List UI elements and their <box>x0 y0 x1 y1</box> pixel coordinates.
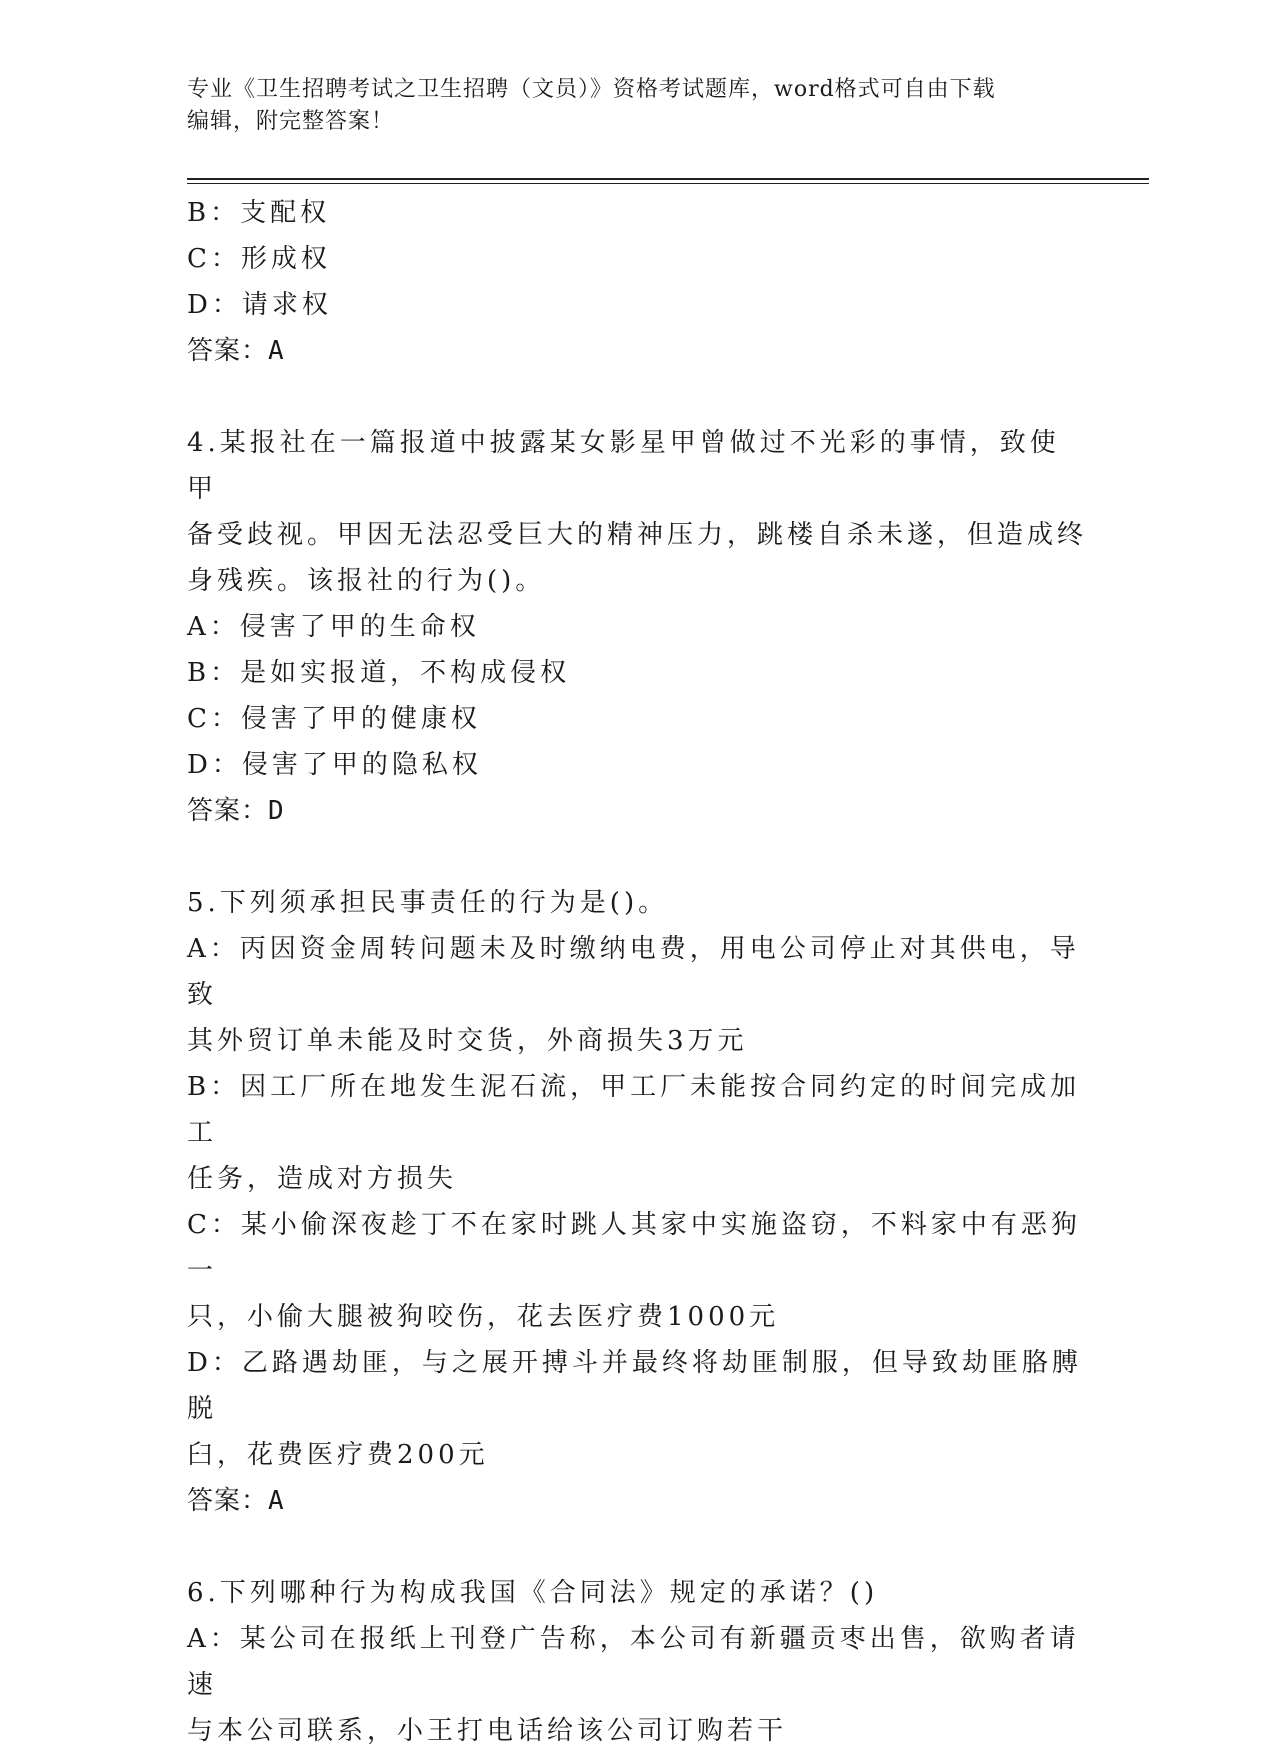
question-stem-line: 6.下列哪种行为构成我国《合同法》规定的承诺？() <box>187 1578 879 1608</box>
option-b: B：支配权 <box>187 198 331 228</box>
option-c-line-2: 只，小偷大腿被狗咬伤，花去医疗费1000元 <box>187 1302 780 1332</box>
answer-label: 答案： <box>187 1486 269 1516</box>
option-a-line-1: A：丙因资金周转问题未及时缴纳电费，用电公司停止对其供电，导致 <box>187 934 1080 1010</box>
question-content <box>187 190 1087 1754</box>
option-d-line-1: D：乙路遇劫匪，与之展开搏斗并最终将劫匪制服，但导致劫匪胳膊脱 <box>187 1348 1082 1424</box>
answer-line <box>187 328 1087 374</box>
option-c: C：侵害了甲的健康权 <box>187 704 481 734</box>
question-5 <box>187 880 1087 1524</box>
header-line-2: 编辑，附完整答案！ <box>187 109 395 134</box>
spacer <box>187 1524 1087 1570</box>
header-divider-thin <box>187 183 1149 184</box>
header-divider-thick <box>187 178 1149 180</box>
option-b-line-2: 任务，造成对方损失 <box>187 1164 458 1194</box>
option-a-line-2: 与本公司联系，小王打电话给该公司订购若干 <box>187 1716 788 1746</box>
option-d-line-2: 臼，花费医疗费200元 <box>187 1440 489 1470</box>
question-4 <box>187 420 1087 834</box>
option-b: B：是如实报道，不构成侵权 <box>187 658 571 688</box>
option-a: A：侵害了甲的生命权 <box>187 612 480 642</box>
document-header <box>187 74 1087 138</box>
option-a-line-1: A：某公司在报纸上刊登广告称，本公司有新疆贡枣出售，欲购者请速 <box>187 1624 1080 1700</box>
answer-label: 答案： <box>187 336 269 366</box>
answer-value: D <box>268 796 285 826</box>
answer-label: 答案： <box>187 796 269 826</box>
option-c: C：形成权 <box>187 244 331 274</box>
option-c-line-1: C：某小偷深夜趁丁不在家时跳人其家中实施盗窃，不料家中有恶狗一 <box>187 1210 1081 1286</box>
option-a-line-2: 其外贸订单未能及时交货，外商损失3万元 <box>187 1026 748 1056</box>
question-6 <box>187 1570 1087 1754</box>
question-stem-line: 5.下列须承担民事责任的行为是()。 <box>187 888 669 918</box>
spacer <box>187 834 1087 880</box>
option-d: D：请求权 <box>187 290 332 320</box>
answer-line <box>187 788 1087 834</box>
question-3-tail <box>187 190 1087 374</box>
answer-value: A <box>268 336 285 366</box>
spacer <box>187 374 1087 420</box>
answer-line <box>187 1478 1087 1524</box>
question-stem-line: 身残疾。该报社的行为()。 <box>187 566 546 596</box>
header-line-1: 专业《卫生招聘考试之卫生招聘（文员）》资格考试题库，word格式可自由下载 <box>187 77 996 102</box>
option-d: D：侵害了甲的隐私权 <box>187 750 482 780</box>
answer-value: A <box>268 1486 285 1516</box>
question-stem-line: 4.某报社在一篇报道中披露某女影星甲曾做过不光彩的事情，致使甲 <box>187 428 1060 504</box>
question-stem-line: 备受歧视。甲因无法忍受巨大的精神压力，跳楼自杀未遂，但造成终 <box>187 520 1088 550</box>
option-b-line-1: B：因工厂所在地发生泥石流，甲工厂未能按合同约定的时间完成加工 <box>187 1072 1081 1148</box>
